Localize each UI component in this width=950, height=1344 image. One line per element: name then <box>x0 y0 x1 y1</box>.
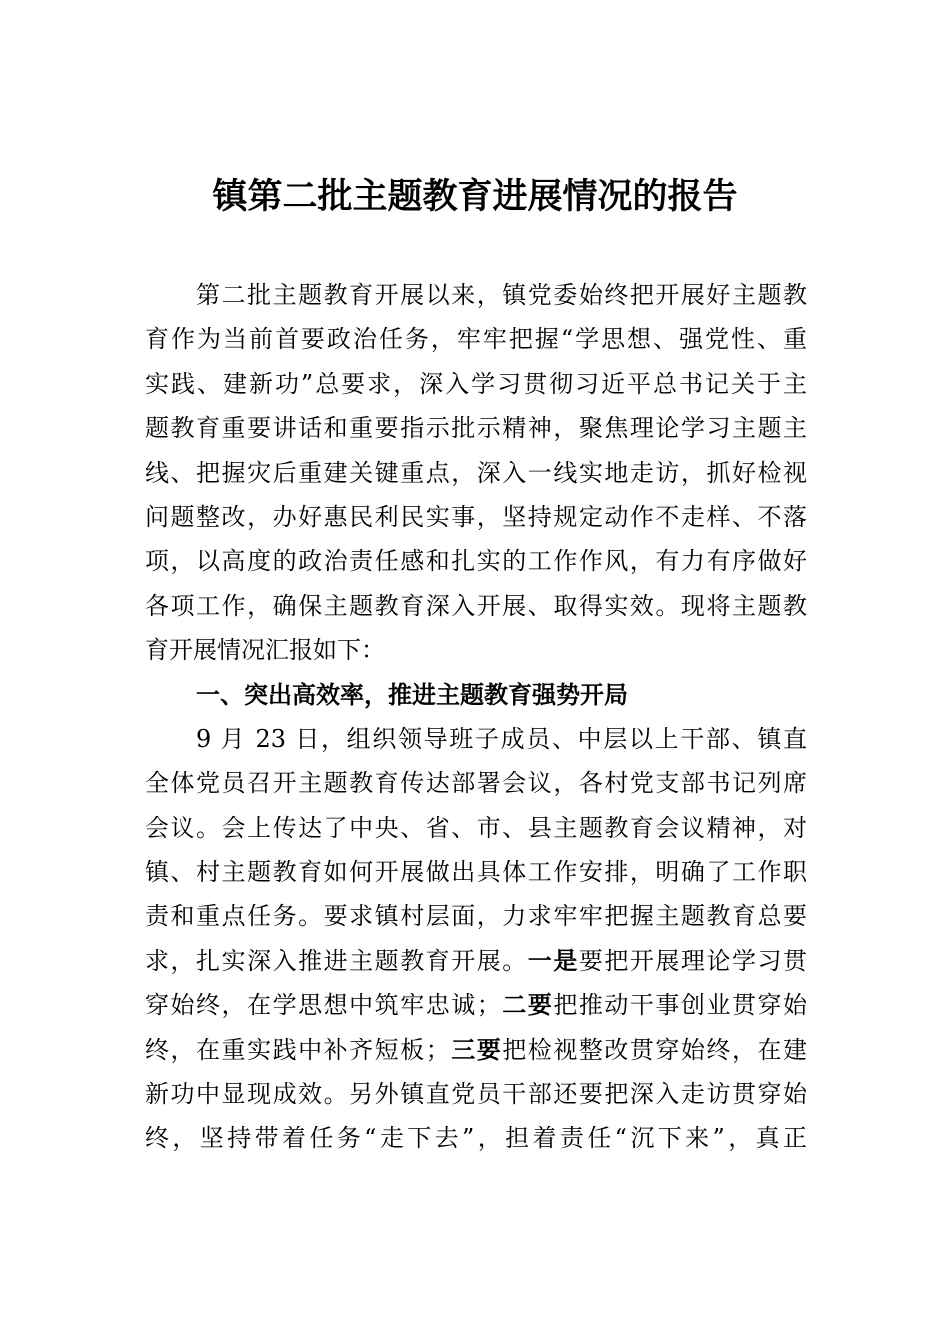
text-line: 9 月 23 日，组织领导班子成员、中层以上干部、镇直 <box>196 724 807 753</box>
text-run: 把检视整改贯穿始终，在建 <box>502 1035 807 1064</box>
text-line: 项，以高度的政治责任感和扎实的工作作风，有力有序做好 <box>145 547 807 576</box>
text-line: 终，坚持带着任务“走下去”，担着责任“沉下来”，真正 <box>145 1124 807 1153</box>
emphasis-text: 二要 <box>500 990 554 1020</box>
text-line <box>145 983 807 1027</box>
text-line: 题教育重要讲话和重要指示批示精神，聚焦理论学习主题主 <box>145 414 807 443</box>
text-line: 问题整改，办好惠民利民实事，坚持规定动作不走样、不落 <box>145 502 807 531</box>
emphasis-text: 三要 <box>449 1034 503 1064</box>
text-line: 全体党员召开主题教育传达部署会议，各村党支部书记列席 <box>145 769 807 798</box>
paragraph-intro <box>145 273 807 673</box>
text-run: 把推动干事创业贯穿始 <box>553 991 807 1020</box>
section-heading: 一、突出高效率，推进主题教育强势开局 <box>196 680 628 709</box>
text-line: 第二批主题教育开展以来，镇党委始终把开展好主题教 <box>196 281 807 309</box>
text-run: 穿始终，在学思想中筑牢忠诚； <box>145 991 501 1020</box>
text-line: 育开展情况汇报如下： <box>145 636 385 665</box>
text-line: 会议。会上传达了中央、省、市、县主题教育会议精神，对 <box>145 813 807 842</box>
text-run: 求，扎实深入推进主题教育开展。 <box>145 946 528 975</box>
text-line <box>145 1028 807 1072</box>
text-line: 各项工作，确保主题教育深入开展、取得实效。现将主题教 <box>145 591 807 620</box>
text-line: 线、把握灾后重建关键重点，深入一线实地走访，抓好检视 <box>145 458 807 487</box>
text-run: 要把开展理论学习贯 <box>578 946 807 975</box>
text-line: 镇、村主题教育如何开展做出具体工作安排，明确了工作职 <box>145 858 807 887</box>
text-line <box>145 939 807 983</box>
document-title: 镇第二批主题教育进展情况的报告 <box>212 176 738 217</box>
emphasis-text: 一是 <box>527 945 579 975</box>
text-line: 责和重点任务。要求镇村层面，力求牢牢把握主题教育总要 <box>145 902 807 931</box>
text-line: 实践、建新功”总要求，深入学习贯彻习近平总书记关于主 <box>145 369 807 398</box>
text-run: 终，在重实践中补齐短板； <box>145 1035 450 1064</box>
document-body <box>145 273 807 1161</box>
text-line: 新功中显现成效。另外镇直党员干部还要把深入走访贯穿始 <box>145 1080 807 1109</box>
text-line: 育作为当前首要政治任务，牢牢把握“学思想、强党性、重 <box>145 325 807 354</box>
paragraph-section1 <box>145 717 807 1161</box>
